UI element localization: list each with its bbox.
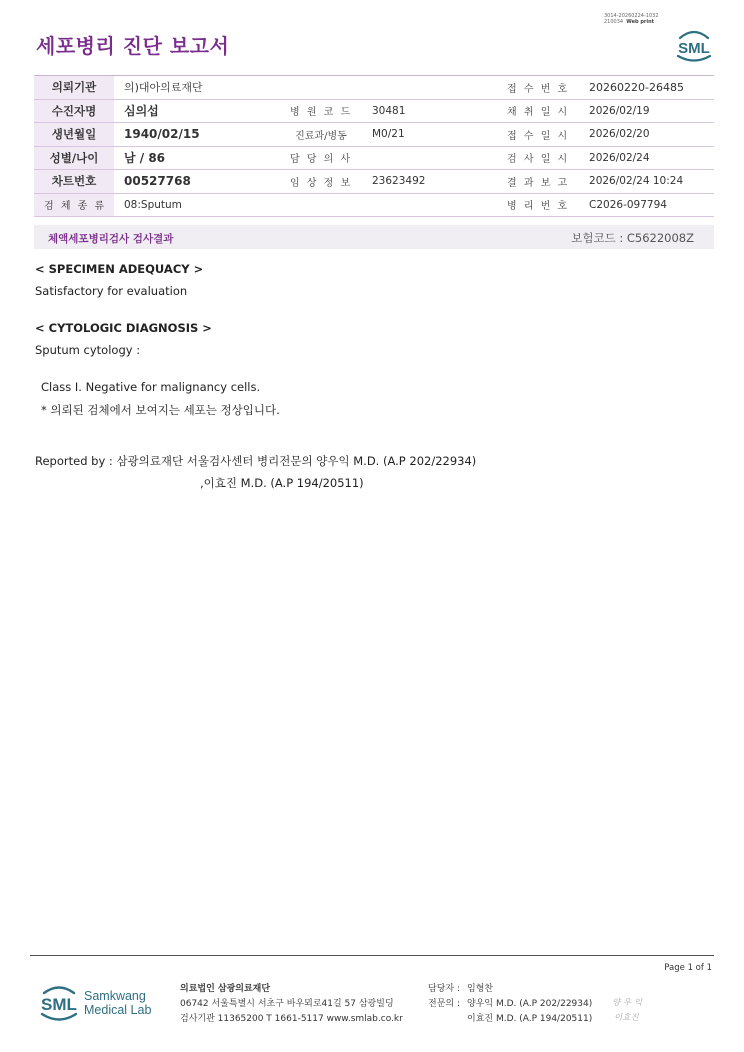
diagnosis-text: Sputum cytology : <box>35 343 141 357</box>
value-collection-date: 2026/02/19 <box>579 99 714 123</box>
result-section-bar <box>34 225 714 249</box>
value-specimen-type: 08:Sputum <box>114 193 497 217</box>
footer-brand <box>84 989 151 1017</box>
value-pathology-number: C2026-097794 <box>579 193 714 217</box>
table-row <box>34 193 714 217</box>
page-number: Page 1 of 1 <box>664 963 712 973</box>
brand-line1: Samkwang <box>84 989 146 1003</box>
value-clinical-info: 23623492 <box>362 170 497 194</box>
label-hospital-code: 병 원 코 드 <box>280 99 362 123</box>
table-row <box>34 146 714 170</box>
value-requesting-institution: 의)대아의료재단 <box>114 76 497 100</box>
patient-info-table <box>34 75 714 217</box>
table-row <box>34 99 714 123</box>
reported-by: Reported by : 삼광의료재단 서울검사센터 병리전문의 양우익 M.D. (A.P 202/22934) <box>35 454 477 468</box>
table-row <box>34 123 714 147</box>
value-result-report: 2026/02/24 10:24 <box>579 170 714 194</box>
sml-footer-logo-icon <box>36 980 82 1024</box>
logo-text: SML <box>678 40 710 57</box>
manager-label: 담당자 : <box>428 984 460 994</box>
label-test-date: 검 사 일 시 <box>497 146 579 170</box>
footer-logo-text: SML <box>41 995 77 1014</box>
specialist-2: 이효진 M.D. (A.P 194/20511) <box>467 1014 593 1024</box>
label-birth-date: 생년월일 <box>34 123 114 147</box>
manager-name: 임형찬 <box>467 984 494 994</box>
section-title: 체액세포병리검사 검사결과 <box>48 233 174 245</box>
label-specimen-type: 검 체 종 류 <box>34 193 114 217</box>
signature-2: 이효진 <box>614 1013 639 1023</box>
diagnosis-note: * 의뢰된 검체에서 보여지는 세포는 정상입니다. <box>41 403 280 417</box>
value-attending-doctor <box>362 146 497 170</box>
print-mode: Web print <box>626 19 655 25</box>
footer-divider <box>30 955 714 956</box>
label-sex-age: 성별/나이 <box>34 146 114 170</box>
footer-org: 의료법인 삼광의료재단 <box>180 984 271 994</box>
value-birth-date: 1940/02/15 <box>114 123 280 147</box>
label-department-ward: 진료과/병동 <box>280 123 362 147</box>
label-patient-name: 수진자명 <box>34 99 114 123</box>
reported-by-second: ,이효진 M.D. (A.P 194/20511) <box>200 476 364 490</box>
print-code: 210034 <box>604 19 624 25</box>
print-id: 3014-20260224-1032 <box>604 13 659 19</box>
label-receipt-number: 접 수 번 호 <box>497 76 579 100</box>
label-clinical-info: 임 상 정 보 <box>280 170 362 194</box>
label-receipt-date: 접 수 일 시 <box>497 123 579 147</box>
brand-line2: Medical Lab <box>84 1003 152 1017</box>
label-pathology-number: 병 리 번 호 <box>497 193 579 217</box>
label-chart-number: 차트번호 <box>34 170 114 194</box>
diagnosis-header: < CYTOLOGIC DIAGNOSIS > <box>35 321 212 335</box>
signature-1: 양 우 익 <box>612 998 643 1008</box>
label-result-report: 결 과 보 고 <box>497 170 579 194</box>
insurance-code: 보험코드 : C5622008Z <box>571 231 694 245</box>
specialist-label: 전문의 : <box>428 999 460 1009</box>
adequacy-header: < SPECIMEN ADEQUACY > <box>35 262 204 276</box>
print-info <box>604 13 659 25</box>
specialist-1: 양우익 M.D. (A.P 202/22934) <box>467 999 593 1009</box>
footer-address: 06742 서울특별시 서초구 바우뫼로41길 57 삼광빌딩 <box>180 999 394 1009</box>
value-test-date: 2026/02/24 <box>579 146 714 170</box>
value-department-ward: M0/21 <box>362 123 497 147</box>
value-receipt-date: 2026/02/20 <box>579 123 714 147</box>
value-patient-name: 심의섭 <box>114 99 280 123</box>
label-requesting-institution: 의뢰기관 <box>34 76 114 100</box>
adequacy-text: Satisfactory for evaluation <box>35 284 188 298</box>
value-hospital-code: 30481 <box>362 99 497 123</box>
footer-contact: 검사기관 11365200 T 1661-5117 www.smlab.co.kr <box>180 1014 403 1024</box>
label-collection-date: 채 취 일 시 <box>497 99 579 123</box>
sml-logo-icon <box>672 27 716 63</box>
value-chart-number: 00527768 <box>114 170 280 194</box>
value-sex-age: 남 / 86 <box>114 146 280 170</box>
report-title: 세포병리 진단 보고서 <box>36 34 230 58</box>
table-row <box>34 76 714 100</box>
value-receipt-number: 20260220-26485 <box>579 76 714 100</box>
diagnosis-class: Class I. Negative for malignancy cells. <box>41 380 261 394</box>
table-row <box>34 170 714 194</box>
label-attending-doctor: 담 당 의 사 <box>280 146 362 170</box>
